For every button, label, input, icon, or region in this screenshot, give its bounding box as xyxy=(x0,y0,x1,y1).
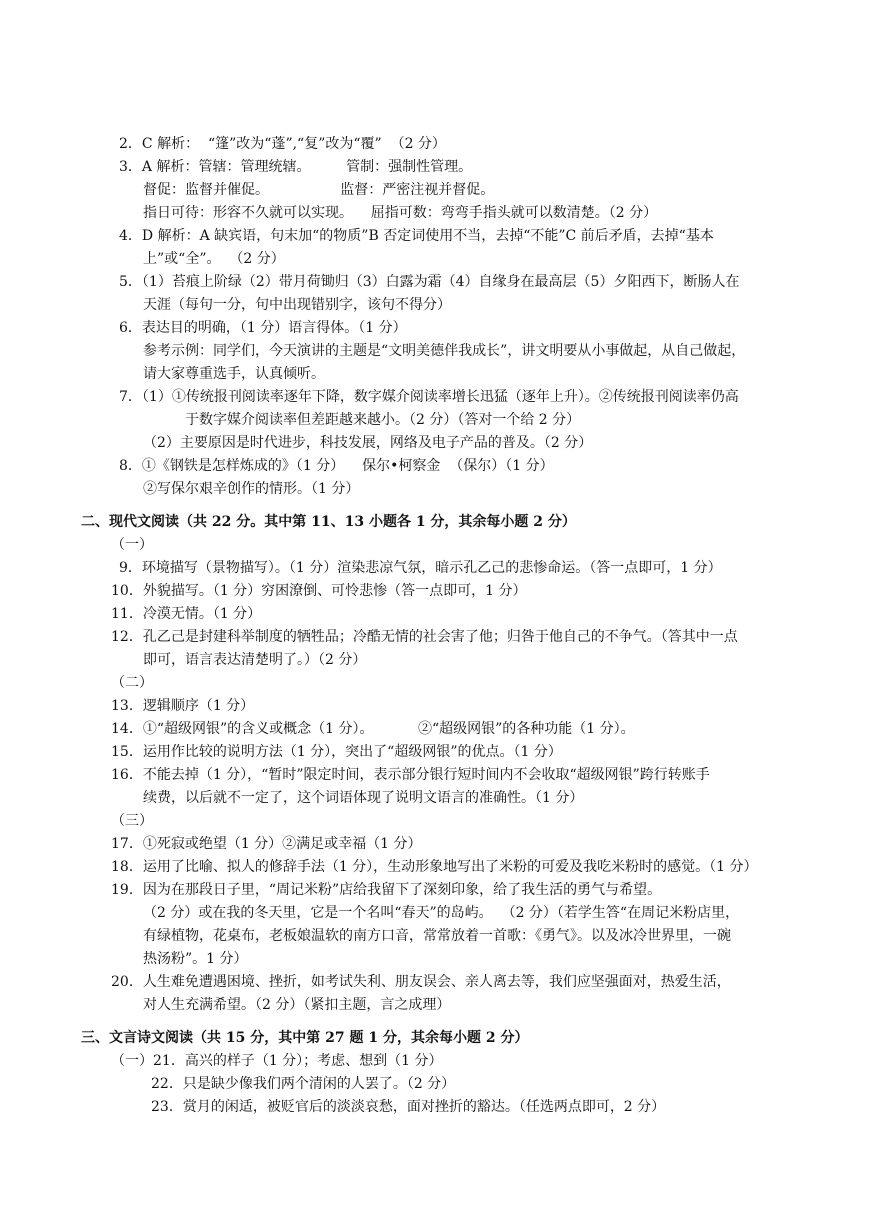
answer-3-cont: 指日可待：形容不久就可以实现。 屈指可数：弯弯手指头就可以数清楚。（2 分） xyxy=(143,205,658,221)
answer-11: 11．冷漠无情。（1 分） xyxy=(111,606,262,622)
answer-4-cont: 上”或“全”。 （2 分） xyxy=(143,251,285,267)
answer-16: 16．不能去掉（1 分），“暂时”限定时间，表示部分银行短时间内不会收取“超级网银”跨行转账手 xyxy=(111,767,710,783)
answer-5-cont: 天涯（每句一分，句中出现错别字，该句不得分） xyxy=(143,297,451,313)
answer-12: 12．孔乙己是封建科举制度的牺牲品；冷酷无情的社会害了他；归咎于他自己的不争气。（答其中一点 xyxy=(111,629,738,645)
answer-16-cont: 续费，以后就不一定了，这个词语体现了说明文语言的准确性。（1 分） xyxy=(143,790,584,806)
answer-2: 2．C 解析： “篷”改为“蓬”,“复”改为“覆” （2 分） xyxy=(119,136,446,152)
answer-8: 8．①《钢铁是怎样炼成的》（1 分） 保尔•柯察金 （保尔）（1 分） xyxy=(119,458,554,474)
section-heading: 三、文言诗文阅读（共 15 分，其中第 27 题 1 分，其余每小题 2 分） xyxy=(81,1030,529,1046)
answer-15: 15．运用作比较的说明方法（1 分），突出了“超级网银”的优点。（1 分） xyxy=(111,744,562,760)
section-heading: 二、现代文阅读（共 22 分。其中第 11、13 小题各 1 分，其余每小题 2 分） xyxy=(81,514,576,530)
answer-7: 7．（1）①传统报刊阅读率逐年下降，数字媒介阅读率增长迅猛（逐年上升）。②传统报刊阅读率仍高 xyxy=(119,389,739,405)
subsection-label: （二） xyxy=(111,675,153,691)
answer-8-cont: ②写保尔艰辛创作的情形。（1 分） xyxy=(143,481,360,497)
answer-12-cont: 即可，语言表达清楚明了。）（2 分） xyxy=(143,652,367,668)
answer-23: 23．赏月的闲适，被贬官后的淡淡哀愁，面对挫折的豁达。（任选两点即可，2 分） xyxy=(151,1099,666,1115)
answer-5: 5．（1）苔痕上阶绿（2）带月荷锄归（3）白露为霜（4）自缘身在最高层（5）夕阳西下，断肠人在 xyxy=(119,274,740,290)
answer-19-cont: 热汤粉”。1 分） xyxy=(143,951,248,967)
answer-9: 9．环境描写（景物描写）。（1 分）渲染悲凉气氛，暗示孔乙己的悲惨命运。（答一点即可，1 分） xyxy=(119,560,722,576)
answer-7-cont: 于数字媒介阅读率但差距越来越小。（2 分）（答对一个给 2 分） xyxy=(185,412,581,428)
answer-21: （一）21．高兴的样子（1 分）；考虑、想到（1 分） xyxy=(111,1053,443,1069)
answer-6-cont: 请大家尊重选手，认真倾听。 xyxy=(143,366,325,382)
answer-6: 6．表达目的明确，（1 分）语言得体。（1 分） xyxy=(119,320,407,336)
answer-14: 14．①“超级网银”的含义或概念（1 分）。 ②“超级网银”的各种功能（1 分）。 xyxy=(111,721,635,737)
answer-10: 10．外貌描写。（1 分）穷困潦倒、可怜悲惨（答一点即可，1 分） xyxy=(111,583,527,599)
answer-18: 18．运用了比喻、拟人的修辞手法（1 分），生动形象地写出了米粉的可爱及我吃米粉时的感觉。（1 分） xyxy=(111,859,758,875)
subsection-label: （一） xyxy=(111,537,153,553)
answer-20-cont: 对人生充满希望。（2 分）（紧扣主题，言之成理） xyxy=(143,997,451,1013)
subsection-label: （三） xyxy=(111,813,153,829)
answer-17: 17．①死寂或绝望（1 分）②满足或幸福（1 分） xyxy=(111,836,422,852)
answer-19-cont: 有绿植物，花桌布，老板娘温软的南方口音，常常放着一首歌：《勇气》。以及冰冷世界里，一碗 xyxy=(143,928,731,944)
answer-3: 3．A 解析：管辖：管理统辖。 管制：强制性管理。 xyxy=(119,159,473,175)
answer-4: 4．D 解析：A 缺宾语，句末加“的物质”B 否定词使用不当，去掉“不能”C 前后矛盾，去掉“基本 xyxy=(119,228,714,244)
answer-22: 22．只是缺少像我们两个清闲的人罢了。（2 分） xyxy=(151,1076,456,1092)
answer-20: 20．人生难免遭遇困境、挫折，如考试失利、朋友误会、亲人离去等，我们应坚强面对，热爱生活， xyxy=(111,974,731,990)
answer-19-cont: （2 分）或在我的冬天里，它是一个名叫“春天”的岛屿。 （2 分）（若学生答“在周记米粉店里， xyxy=(143,905,740,921)
answer-19: 19．因为在那段日子里，“周记米粉”店给我留下了深刻印象，给了我生活的勇气与希望。 xyxy=(111,882,662,898)
answer-6-cont: 参考示例：同学们，今天演讲的主题是“文明美德伴我成长”，讲文明要从小事做起，从自己做起， xyxy=(143,343,746,359)
answer-7-cont: （2）主要原因是时代进步，科技发展，网络及电子产品的普及。（2 分） xyxy=(143,435,593,451)
answer-13: 13．逻辑顺序（1 分） xyxy=(111,698,255,714)
answer-3-cont: 督促：监督并催促。 监督：严密注视并督促。 xyxy=(143,182,495,198)
